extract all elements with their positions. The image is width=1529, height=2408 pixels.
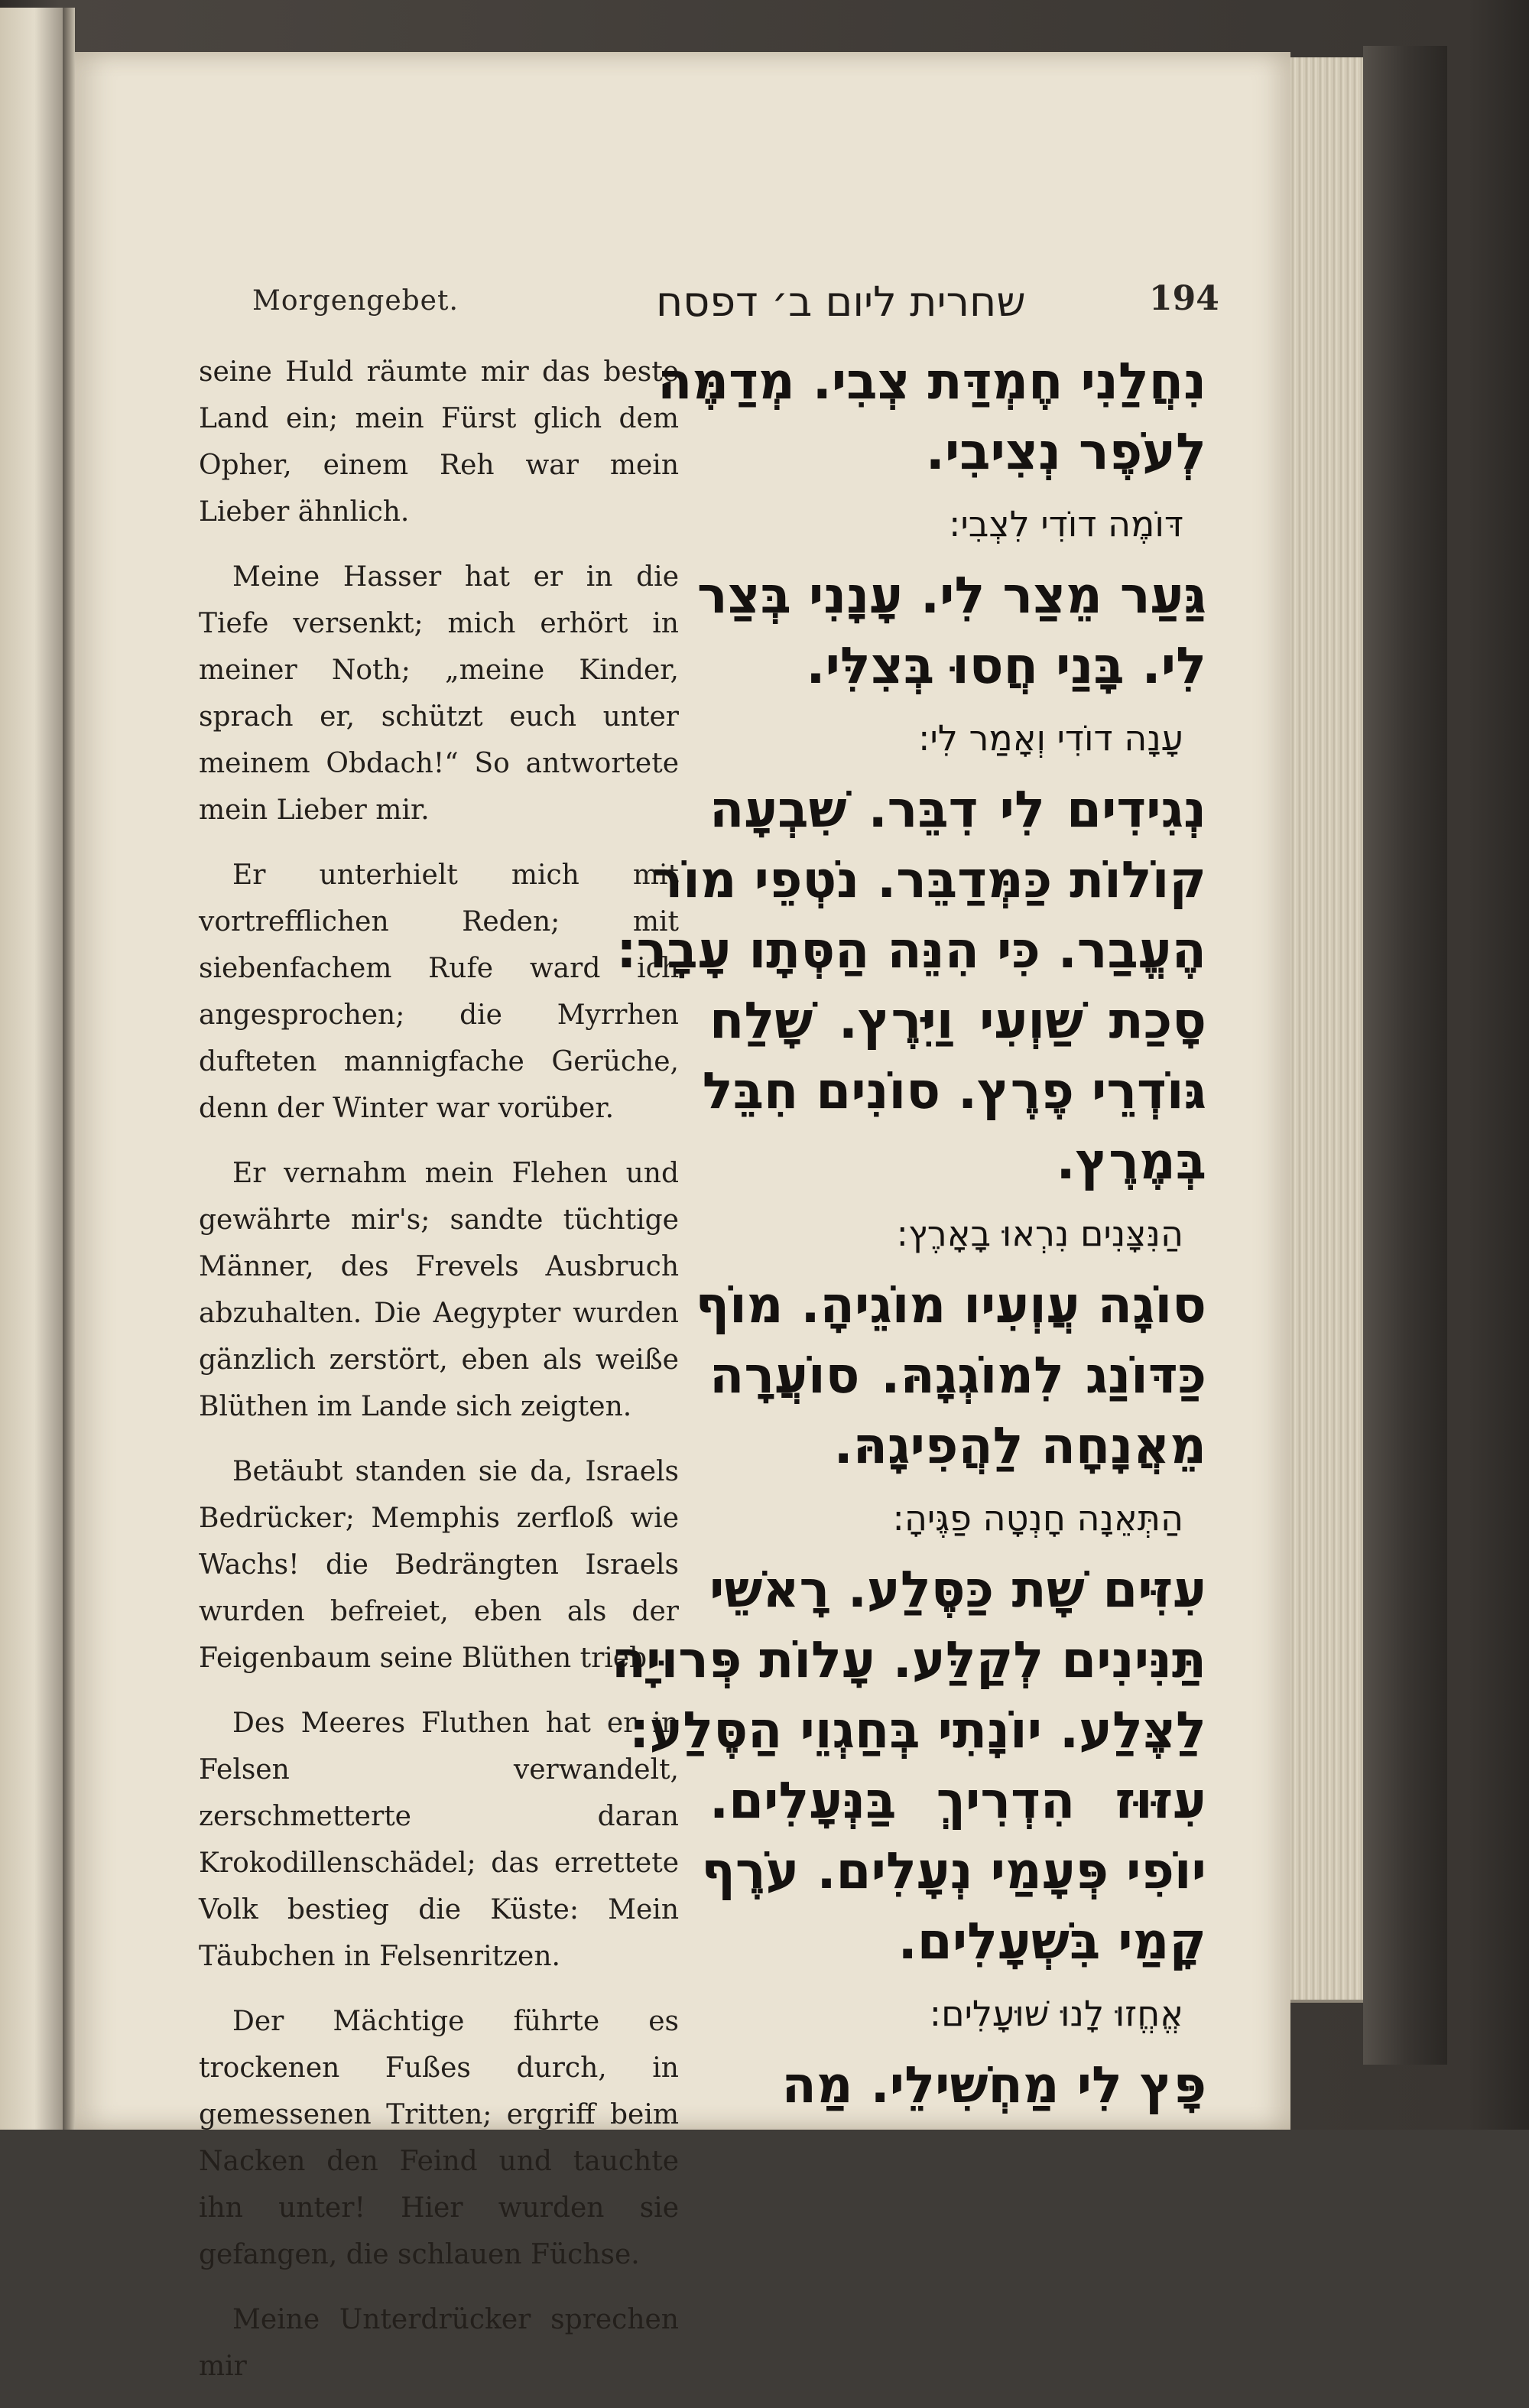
german-paragraph: Meine Unterdrücker sprechen mir (199, 2304, 679, 2382)
hebrew-refrain-line: עָנָה דוֹדִי וְאָמַר לִי: (917, 717, 1183, 759)
german-running-title: Morgengebet. (252, 285, 459, 317)
hebrew-refrain-line: אֱחֱזוּ לָנוּ שׁוּעָלִים: (929, 1993, 1183, 2034)
german-translation-column (199, 349, 679, 2408)
hebrew-liturgy-column (611, 346, 1206, 2120)
page-block-edges (1290, 57, 1368, 2003)
hebrew-verse-line: עִזּוּז הִדְרִיךְ בַּנְּעָלִים. (709, 1771, 1206, 1830)
hebrew-verse-line: כַּדּוֹנַג לִמוֹגְגָהּ. סוֹעֲרָה (709, 1346, 1206, 1405)
hebrew-refrain-line: הַנִּצָּנִים נִרְאוּ בָאָרֶץ: (896, 1213, 1183, 1254)
hebrew-verse-line: סָכַת שַׁוְעִי וַיִּרֶץ. שָׁלַח (709, 991, 1206, 1050)
hebrew-verse-line: לַצֶּלַע. יוֹנָתִי בְּחַגְוֵי הַסֶּלַע: (628, 1701, 1206, 1760)
facing-page-edge (0, 8, 63, 2130)
running-header (75, 278, 1290, 331)
hebrew-refrain-line: הַתְּאֵנָה חָנְטָה פַגֶּיהָ: (892, 1497, 1183, 1539)
hebrew-verse-line: סוֹגָה עֲוְעִיו מוֹגֵיהָ. מוֹף (695, 1275, 1206, 1334)
hebrew-verse-line: תַּנִּינִים לְקַלַּע. עָלוֹת פְּרוּיָה (611, 1630, 1206, 1689)
book-page (75, 52, 1290, 2382)
page-number: 194 (1149, 279, 1219, 318)
german-paragraph: Des Meeres Fluthen hat er in Felsen verwandelt, zerschmetterte daran Krokodillenschädel; das errettete Volk bestieg die Küste: Mein Täubchen in Felsenritzen. (199, 1708, 679, 1972)
hebrew-verse-line: לִי. בָּנַי חֲסוּ בְּצִלִּי. (806, 636, 1206, 695)
hebrew-verse-line: יוֹפִי פְּעָמַי נְעָלִים. עֹרֶף (701, 1841, 1206, 1900)
hebrew-running-title: שחרית ליום ב׳ דפסח (656, 278, 1026, 326)
german-paragraph: Meine Hasser hat er in die Tiefe versenkt; mich erhört in meiner Noth; „meine Kinder, sprach er, schützt euch unter meinem Obdach!“ So antwortete mein Lieber mir. (199, 561, 679, 826)
hebrew-verse-line: לְעֹפֶר נְצִיבִי. (925, 422, 1206, 481)
hebrew-verse-line: הֶעֱבַר. כִּי הִנֵּה הַסְּתָו עָבָר: (616, 921, 1206, 980)
german-paragraph: Er unterhielt mich mit vortrefflichen Reden; mit siebenfachem Rufe ward ich angesprochen; die Myrrhen dufteten mannigfache Gerüche, denn der Winter war vorüber. (199, 860, 679, 1124)
hebrew-verse-line: גּוֹדְרֵי פֶרֶץ. סוֹנִים חִבֵּל (702, 1061, 1206, 1120)
german-paragraph: Er vernahm mein Flehen und gewährte mir's; sandte tüchtige Männer, des Frevels Ausbruch abzuhalten. Die Aegypter wurden gänzlich zerstört, eben als weiße Blüthen im Lande sich zeigten. (199, 1158, 679, 1422)
hebrew-verse-line: נְגִידִים לִי דִבֵּר. שִׁבְעָה (709, 780, 1206, 839)
hebrew-verse-line: מֵאֲנָחָה לַהֲפִיגָהּ. (833, 1416, 1206, 1475)
hebrew-verse-line: קָמַי בִּשְׁעָלִים. (898, 1912, 1206, 1971)
hebrew-verse-line: עִזִּים שָׁת כַּסֶּלַע. רָאשֵׁי (709, 1560, 1206, 1619)
hebrew-verse-line: בְּמֶרֶץ. (1056, 1132, 1206, 1191)
book-cover (1363, 46, 1447, 2065)
hebrew-verse-line: נִחֲלַנִי חֶמְדַּת צְבִי. מְדַמֶּה (657, 352, 1206, 411)
german-paragraph: Der Mächtige führte es trockenen Fußes durch, in gemessenen Tritten; ergriff beim Nacken den Feind und tauchte ihn unter! Hier wurden sie gefangen, die schlauen Füchse. (199, 2006, 679, 2270)
hebrew-verse-line: פָּץ לִי מַחְשִׁילֵי. מַה (781, 2055, 1206, 2114)
hebrew-verse-line: גַּעַר מֵצַר לִי. עָנָנִי בְּצַר (696, 566, 1206, 625)
german-paragraph: Betäubt standen sie da, Israels Bedrücker; Memphis zerfloß wie Wachs! die Bedrängten Israels wurden befreiet, eben als der Feigenbaum seine Blüthen trieb. (199, 1456, 679, 1674)
hebrew-verse-line: קוֹלוֹת כַּמְּדַבֵּר. נֹטְפֵי מוֹר (652, 850, 1206, 909)
german-paragraph: seine Huld räumte mir das beste Land ein; mein Fürst glich dem Opher, einem Reh war mein Lieber ähnlich. (199, 356, 679, 528)
hebrew-refrain-line: דּוֹמֶה דוֹדִי לִצְבִי: (948, 503, 1183, 544)
book-gutter (63, 8, 75, 2130)
